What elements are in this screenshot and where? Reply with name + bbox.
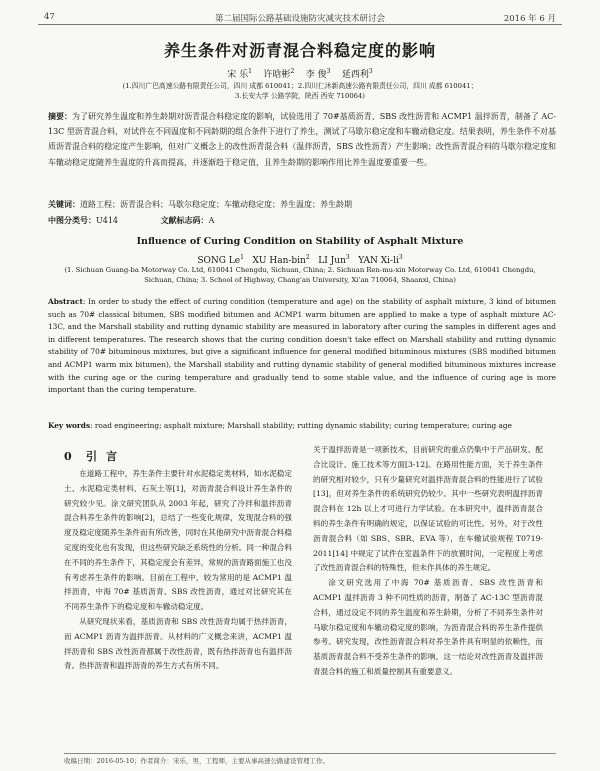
body-paragraph: 涂文研究选用了中海 70# 基质沥青、SBS 改性沥青和 ACMP1 温拌沥青 3 种不同性质的沥青，制备了 AC-13C 型沥青混合料，通过设定不同的养生温度和养生龄期，分析了不同养生条件对马歇尔稳定度和车辙动稳定度的影响，为沥青混合料的养生条件提供参考。研究发现，改性沥青混合料对养生条件具有明显的依赖性，而基质沥青混合料不受养生条件的影响，这一结论对改性沥青及温拌沥青混合料的施工和质量控制具有重要意义。 [313, 578, 543, 676]
keywords-label-cn: 关键词： [48, 199, 80, 209]
abstract-cn [48, 109, 556, 170]
abstract-label-en: Abstract [48, 297, 83, 306]
author-affil-mark: 1 [248, 68, 252, 75]
classification-line [48, 215, 556, 226]
author-affil-mark: 1 [240, 254, 244, 261]
author-affil-mark: 3 [398, 254, 403, 261]
section-heading [64, 448, 292, 464]
abstract-text-en: : In order to study the effect of curing condition (temperature and age) on the stability of asphalt mixture, 3 kind of bitumen such as 70# classical bitumen, SBS modified bitumen and ACMP1 warm bitumen are applied to make a type of asphalt mixture AC-13C, and the Marshall stability and rutting dynamic stability are measured in laboratory after curing the samples in different ages and in different temperatures. The research shows that the curing condition doesn't take effect on Marshall stability and rutting dynamic stability of 70# bituminous mixtures, but give a significant influence for general modified bituminous mixtures (SBS modified bitumen and ACMP1 warm mix bitumen), the Marshall stability and rutting dynamic stability of general modified bituminous mixtures increase with the curing age or the curing temperature and gradually tend to some stable value, and the influence of curing age is more important than the curing temperature. [48, 297, 556, 395]
keywords-text-cn: 道路工程；沥青混合料；马歇尔稳定度；车辙动稳定度；养生温度；养生龄期 [80, 200, 352, 209]
author-name: 延西利 [341, 70, 369, 80]
author-name: 李 俊 [305, 70, 327, 80]
body-column-left [64, 448, 292, 674]
section-number: 0 [64, 450, 72, 463]
body-paragraph: 关于温拌沥青是一项新技术，目前研究的重点仍集中于产品研发、配合比设计、施工技术等方面[3-12]。在路用性能方面，关于养生条件的研究相对较少，只有少量研究对温拌沥青混合料的性能进行了试验[13]，但对养生条件的系统研究仍较少。其中一些研究表明温拌沥青混合料在 12h 以上才可进行力学试验。在本研究中，温拌沥青混合料的养生条件有明确的规定，以保证试验的可比性。另外，对于改性沥青混合料（如 SBS、SBR、EVA 等），在车辙试验规程 T0719-2011[14] 中规定了试件在室温条件下的放置时间，一定程度上考虑了改性沥青混合料的特殊性，但未作具体的养生规定。 [313, 445, 543, 573]
author-name: SONG Le [197, 256, 241, 266]
clc-label: 中图分类号： [48, 215, 96, 225]
author-affil-mark: 3 [326, 68, 331, 75]
abstract-label-cn: 摘要： [48, 111, 73, 121]
footnote: 收稿日期：2016-05-10；作者简介：宋乐，男，工程师，主要从事高速公路建设管理工作。 [64, 753, 556, 771]
journal-title: 第二届国际公路基础设施防灾减灾技术研讨会 [214, 14, 385, 24]
author-affil-mark: 2 [305, 254, 310, 261]
affiliation-line: Sichuan, China; 3. School of Highway, Chang'an University, Xi'an 710064, Shaanxi, China) [144, 275, 456, 284]
body-column-right [313, 443, 543, 680]
author-affil-mark: 2 [290, 68, 295, 75]
issue-date: 2016 年 6 月 [503, 14, 556, 24]
affiliations-en [52, 266, 548, 285]
abstract-en [48, 296, 556, 397]
page-number: 47 [44, 12, 55, 22]
author-list-en [0, 254, 600, 266]
author-list-cn [0, 67, 600, 80]
doc-code-value: A [208, 216, 215, 225]
author-name: 宋 乐 [227, 70, 249, 80]
paper-title-en: Influence of Curing Condition on Stability of Asphalt Mixture [136, 236, 464, 247]
section-title: 引言 [86, 450, 126, 463]
keywords-en [48, 420, 556, 433]
keywords-text-en: : road engineering; asphalt mixture; Marshall stability; rutting dynamic stability; curing temperature; curing age [90, 421, 512, 430]
body-paragraph: 在道路工程中，养生条件主要针对水泥稳定类材料，如水泥稳定土、水泥稳定类材料、石灰土等[1]，对沥青混合料设计养生条件的研究较少见。涂文研究团队从 2003 年起，研究了冷拌和温拌沥青混合料养生条件的影响[2]，总结了一些变化规律，发现混合料的强度及稳定度随养生条件而有所改善，同时在其他研究中沥青混合料稳定度的变化也有发现，但这些研究缺乏系统性的分析。同一种混合料在不同的养生条件下，其稳定度会有差异，常规的沥青路面施工也没有考虑养生条件的影响。目前在工程中，较为常用的是 ACMP1 温拌沥青，中海 70# 基质沥青、SBS 改性沥青，通过对比研究其在不同养生条件下的稳定度和车辙动稳定度。 [64, 469, 292, 612]
running-header [38, 10, 562, 25]
author-name: 许晗彬 [263, 70, 291, 80]
affiliation-line: (1. Sichuan Guang-ba Motorway Co. Ltd, 610041 Chengdu, Sichuan, China; 2. Sichuan Ren-mu-xin Motorway Co. Ltd, 610041 Chengdu, [64, 266, 536, 274]
affiliation-line: 3.长安大学 公路学院，陕西 西安 710064) [235, 92, 365, 100]
abstract-text-cn: 为了研究养生温度和养生龄期对沥青混合料稳定度的影响，试验选用了 70#基质沥青、SBS 改性沥青和 ACMP1 温拌沥青，制备了 AC-13C 型沥青混合料，对试件在不同温度和不同龄期的组合条件下进行了养生，测试了马歇尔稳定度和车辙动稳定度。结果表明，养生条件不对基质沥青混合料的稳定度产生影响，但对广义概念上的改性沥青混合料（温拌沥青，SBS 改性沥青）产生影响；改性沥青混合料的马歇尔稳定度和车辙动稳定度随养生温度的升高而提高，并逐渐趋于稳定值，且养生龄期的影响作用比养生温度要重要一些。 [48, 112, 556, 167]
author-name: XU Han-bin [252, 256, 306, 266]
author-affil-mark: 3 [368, 68, 373, 75]
paper-title-cn: 养生条件对沥青混合料稳定度的影响 [163, 41, 436, 60]
author-name: YAN Xi-li [358, 256, 399, 266]
keywords-label-en: Key words [48, 421, 91, 430]
author-affil-mark: 3 [345, 254, 350, 261]
doc-code-label: 文献标志码： [160, 215, 209, 225]
affiliations-cn [60, 81, 540, 101]
author-name: LI Jun [318, 256, 346, 266]
body-paragraph: 从研究现状来看，基质沥青和 SBS 改性沥青均属于热拌沥青，而 ACMP1 沥青为温拌沥青。从材料的广义概念来讲，ACMP1 温拌沥青和 SBS 改性沥青都属于改性沥青，既有热拌沥青也有温拌沥青。热拌沥青和温拌沥青的养生方式有所不同。 [64, 616, 292, 671]
clc-value: U414 [96, 216, 119, 225]
affiliation-line: (1.四川广巴高速公路有限责任公司，四川 成都 610041；2.四川仁沐新高速公路有限责任公司，四川 成都 610041； [122, 82, 478, 90]
keywords-cn [48, 199, 556, 210]
